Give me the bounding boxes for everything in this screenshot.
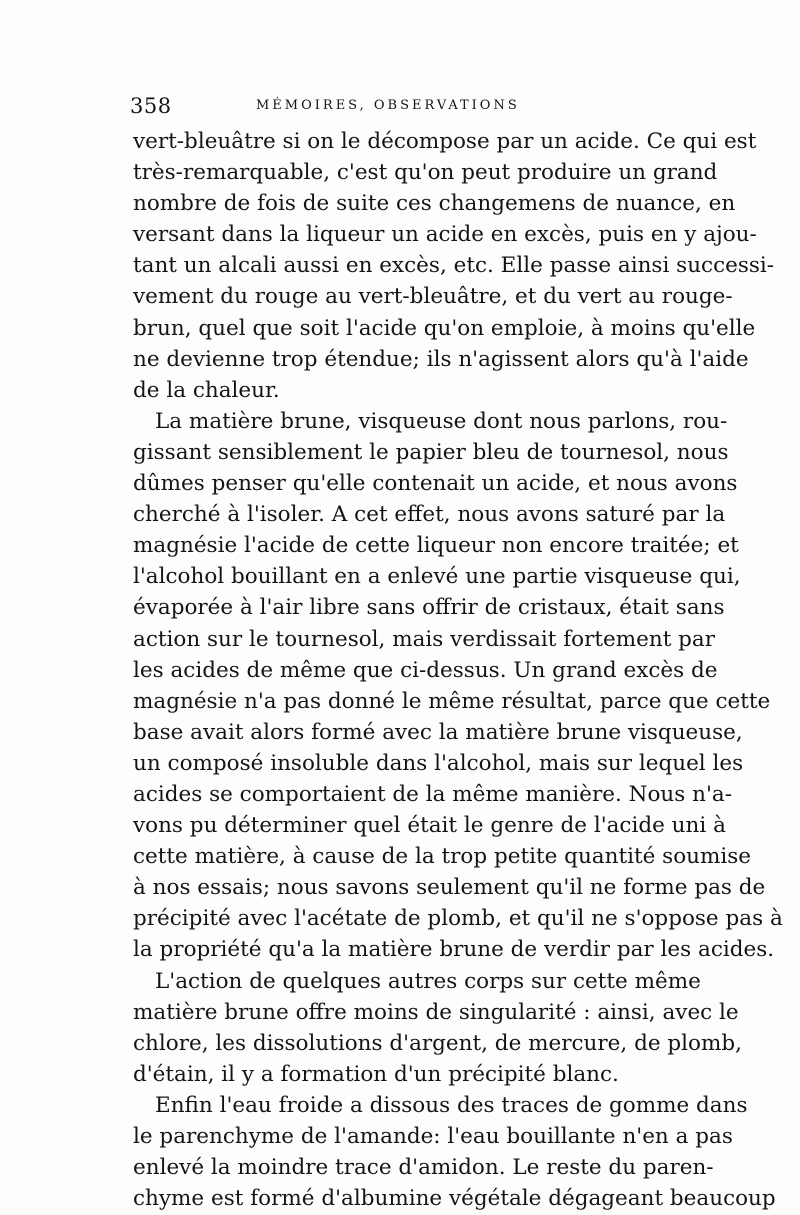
- body-text: [133, 126, 783, 1214]
- page-header: [130, 93, 675, 119]
- text-line: tant un alcali aussi en excès, etc. Elle passe ainsi successi-: [133, 253, 775, 279]
- text-line: évaporée à l'air libre sans offrir de cristaux, était sans: [133, 595, 725, 621]
- paragraph-1: [133, 126, 775, 406]
- text-line: chlore, les dissolutions d'argent, de mercure, de plomb,: [133, 1030, 742, 1056]
- text-line: dûmes penser qu'elle contenait un acide, et nous avons: [133, 471, 738, 497]
- paragraph-3: [133, 966, 742, 1090]
- paragraph-2: [133, 406, 783, 966]
- text-line: les acides de même que ci-dessus. Un grand excès de: [133, 657, 718, 683]
- text-line: Enfin l'eau froide a dissous des traces de gomme dans: [155, 1092, 748, 1118]
- text-line: d'étain, il y a formation d'un précipité blanc.: [133, 1061, 619, 1087]
- text-line: gissant sensiblement le papier bleu de tournesol, nous: [133, 439, 729, 465]
- text-line: l'alcohol bouillant en a enlevé une partie visqueuse qui,: [133, 564, 741, 590]
- text-line: vons pu déterminer quel était le genre de l'acide uni à: [133, 813, 726, 839]
- text-line: base avait alors formé avec la matière brune visqueuse,: [133, 719, 743, 745]
- text-line: de la chaleur.: [133, 377, 280, 403]
- paragraph-4: [133, 1090, 776, 1214]
- text-line: ne devienne trop étendue; ils n'agissent alors qu'à l'aide: [133, 346, 749, 372]
- text-line: acides se comportaient de la même manière. Nous n'a-: [133, 781, 732, 807]
- text-line: enlevé la moindre trace d'amidon. Le reste du paren-: [133, 1155, 714, 1181]
- text-line: nombre de fois de suite ces changemens de nuance, en: [133, 191, 736, 217]
- text-line: vement du rouge au vert-bleuâtre, et du vert au rouge-: [133, 284, 733, 310]
- text-line: à nos essais; nous savons seulement qu'il ne forme pas de: [133, 875, 766, 901]
- text-line: magnésie l'acide de cette liqueur non encore traitée; et: [133, 533, 739, 559]
- running-head: MÉMOIRES, OBSERVATIONS: [256, 98, 520, 113]
- text-line: magnésie n'a pas donné le même résultat, parce que cette: [133, 688, 771, 714]
- text-line: La matière brune, visqueuse dont nous parlons, rou-: [155, 408, 728, 434]
- text-line: versant dans la liqueur un acide en excès, puis en y ajou-: [133, 222, 757, 248]
- text-line: action sur le tournesol, mais verdissait fortement par: [133, 626, 716, 652]
- text-line: cette matière, à cause de la trop petite quantité soumise: [133, 844, 752, 870]
- text-line: L'action de quelques autres corps sur cette même: [155, 968, 701, 994]
- page-number: 358: [130, 94, 172, 118]
- text-line: vert-bleuâtre si on le décompose par un acide. Ce qui est: [133, 129, 757, 154]
- text-line: brun, quel que soit l'acide qu'on emploie, à moins qu'elle: [133, 315, 756, 341]
- text-line: un composé insoluble dans l'alcohol, mais sur lequel les: [133, 750, 744, 776]
- text-line: la propriété qu'a la matière brune de verdir par les acides.: [133, 937, 775, 963]
- text-line: le parenchyme de l'amande: l'eau bouillante n'en a pas: [133, 1124, 733, 1149]
- text-line: matière brune offre moins de singularité : ainsi, avec le: [133, 999, 739, 1025]
- text-line: cherché à l'isoler. A cet effet, nous avons saturé par la: [133, 502, 726, 528]
- text-line: précipité avec l'acétate de plomb, et qu'il ne s'oppose pas à: [133, 906, 783, 932]
- text-line: chyme est formé d'albumine végétale dégageant beaucoup: [133, 1186, 776, 1212]
- text-line: très-remarquable, c'est qu'on peut produire un grand: [133, 160, 718, 186]
